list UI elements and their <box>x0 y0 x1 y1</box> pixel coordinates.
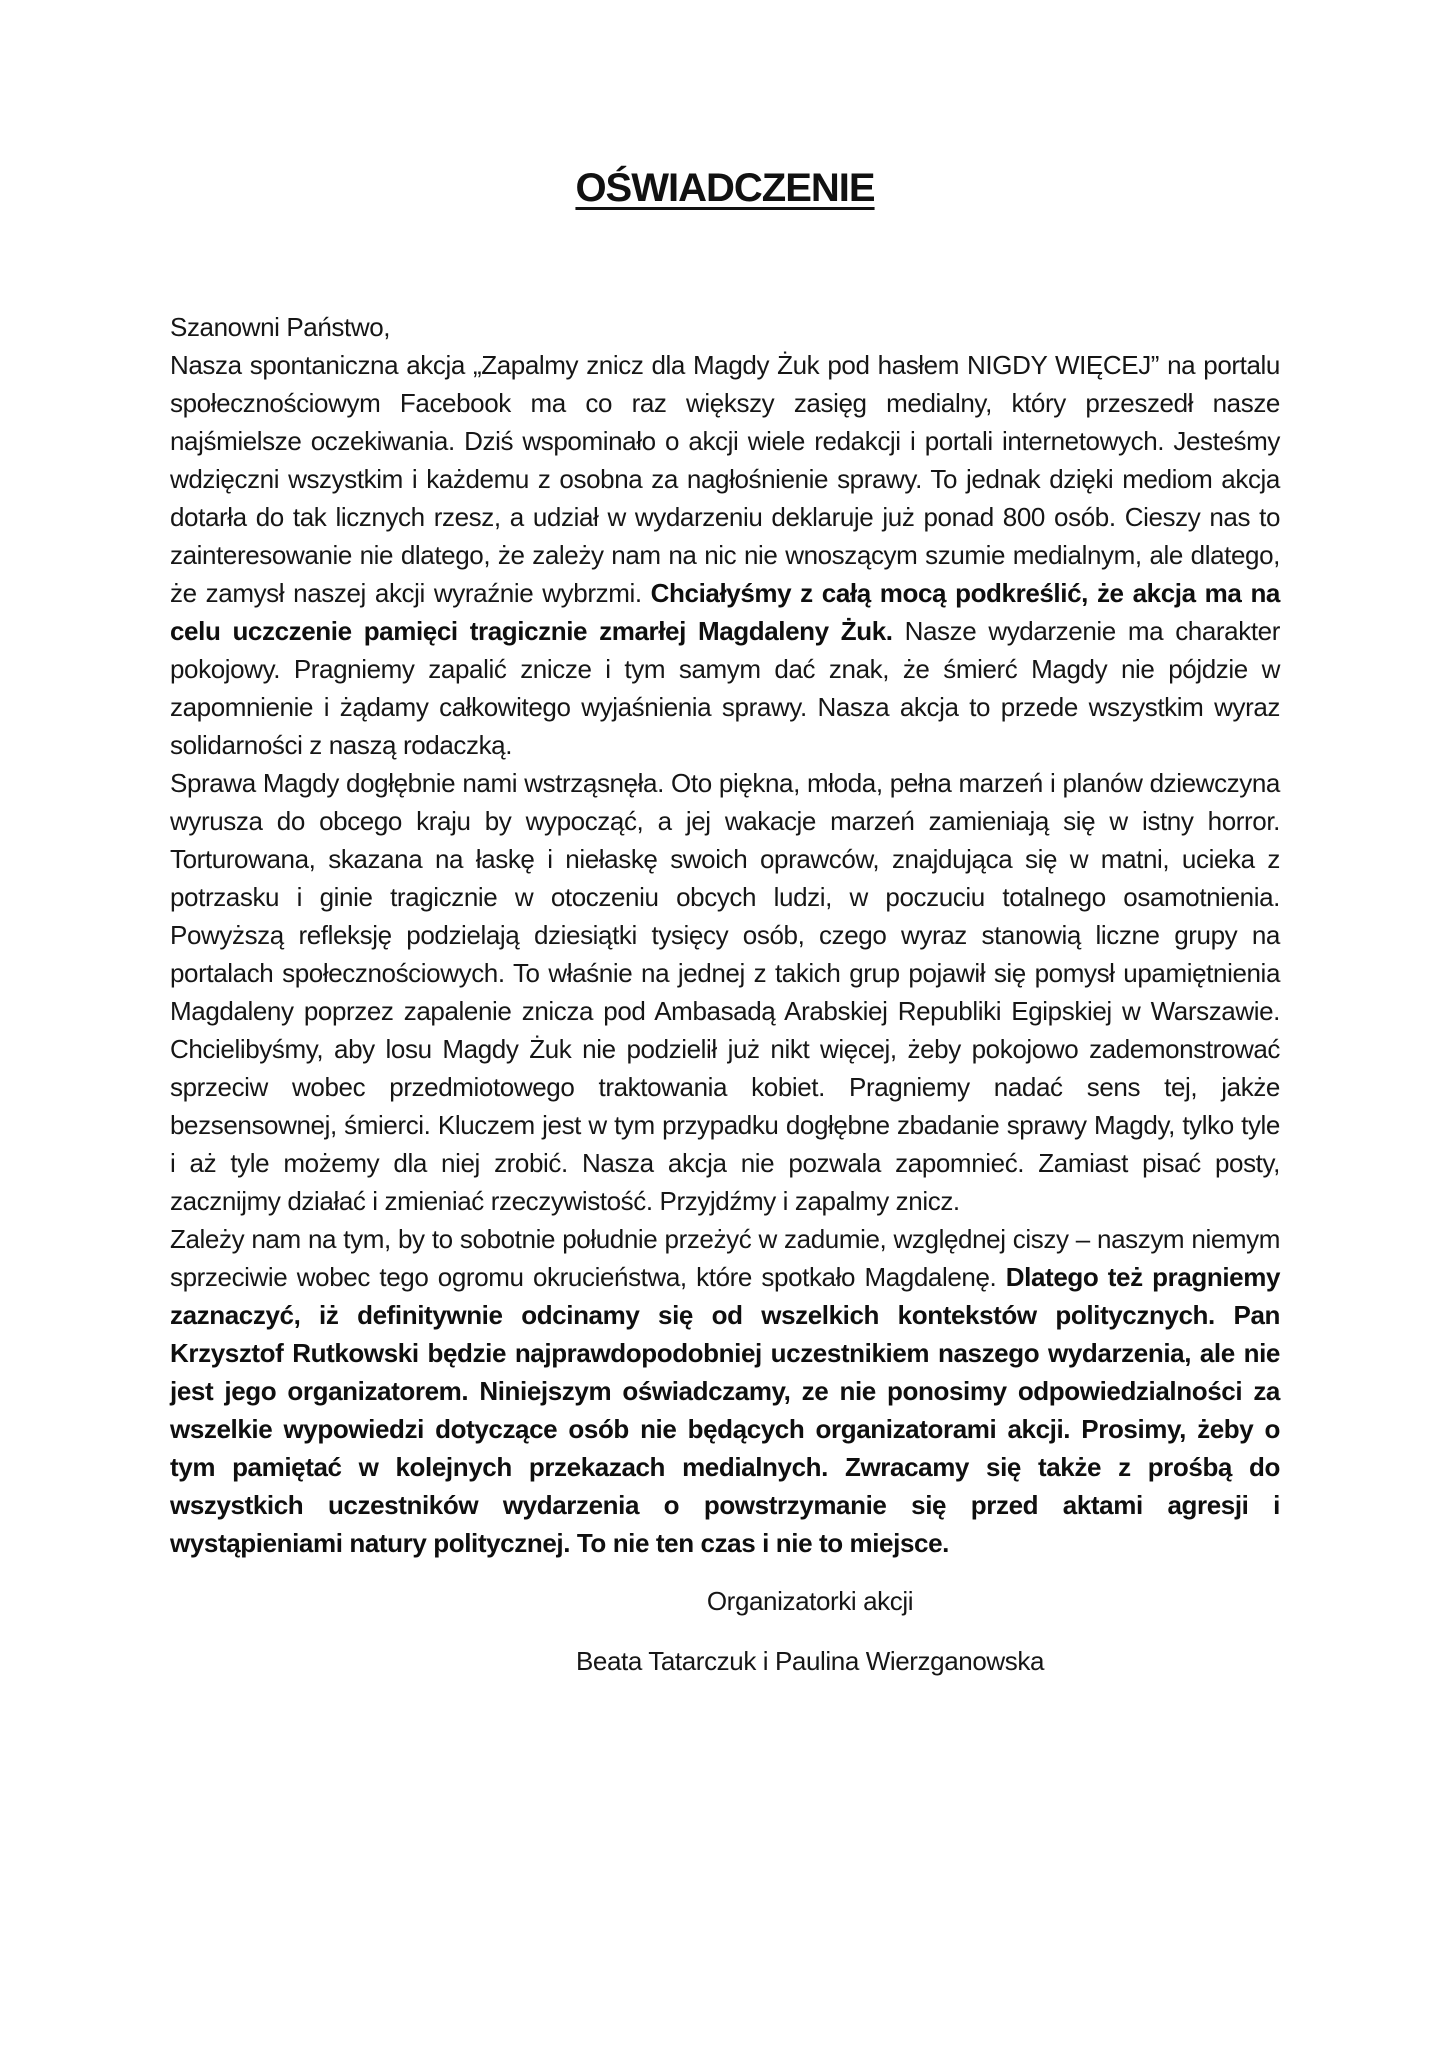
paragraph-1 <box>170 346 1280 764</box>
document-title-text: OŚWIADCZENIE <box>575 166 875 210</box>
paragraph-3-bold-statement: Dlatego też pragniemy zaznaczyć, iż definitywnie odcinamy się od wszelkich kontekstów politycznych. Pan Krzysztof Rutkowski będzie najprawdopodobniej uczestnikiem naszego wydarzenia, ale nie jest jego organizatorem. Niniejszym oświadczamy, ze nie ponosimy odpowiedzialności za wszelkie wypowiedzi dotyczące osób nie będących organizatorami akcji. Prosimy, żeby o tym pamiętać w kolejnych przekazach medialnych. Zwracamy się także z prośbą do wszystkich uczestników wydarzenia o powstrzymanie się przed aktami agresji i wystąpieniami natury politycznej. To nie ten czas i nie to miejsce. <box>170 1262 1280 1558</box>
signature-block <box>170 1582 1280 1680</box>
signature-role: Organizatorki akcji <box>706 1586 914 1616</box>
paragraph-1-text-after-bold: Nasze wydarzenie ma charakter pokojowy. Pragniemy zapalić znicze i tym samym dać znak, że śmierć Magdy nie pójdzie w zapomnienie i żądamy całkowitego wyjaśnienia sprawy. Nasza akcja to przede wszystkim wyraz solidarności z naszą rodaczką. <box>170 616 1280 760</box>
paragraph-3 <box>170 1220 1280 1562</box>
paragraph-1-bold-statement: Chciałyśmy z całą mocą podkreślić, że akcja ma na celu uczczenie pamięci tragicznie zmarłej Magdaleny Żuk. <box>170 578 1280 646</box>
salutation: Szanowni Państwo, <box>170 312 391 342</box>
document-title <box>170 166 1280 210</box>
signature-names: Beata Tatarczuk i Paulina Wierzganowska <box>575 1646 1045 1676</box>
paragraph-1-text: Nasza spontaniczna akcja „Zapalmy znicz dla Magdy Żuk pod hasłem NIGDY WIĘCEJ” na portalu społecznościowym Facebook ma co raz większy zasięg medialny, który przeszedł nasze najśmielsze oczekiwania. Dziś wspominało o akcji wiele redakcji i portali internetowych. Jesteśmy wdzięczni wszystkim i każdemu z osobna za nagłośnienie sprawy. To jednak dzięki mediom akcja dotarła do tak licznych rzesz, a udział w wydarzeniu deklaruje już ponad 800 osób. Cieszy nas to zainteresowanie nie dlatego, że zależy nam na nic nie wnoszącym szumie medialnym, ale dlatego, że zamysł naszej akcji wyraźnie wybrzmi. <box>170 350 1280 608</box>
paragraph-2: Sprawa Magdy dogłębnie nami wstrząsnęła. Oto piękna, młoda, pełna marzeń i planów dziewczyna wyrusza do obcego kraju by wypocząć, a jej wakacje marzeń zamieniają się w istny horror. Torturowana, skazana na łaskę i niełaskę swoich oprawców, znajdująca się w matni, ucieka z potrzasku i ginie tragicznie w otoczeniu obcych ludzi, w poczuciu totalnego osamotnienia. Powyższą refleksję podzielają dziesiątki tysięcy osób, czego wyraz stanowią liczne grupy na portalach społecznościowych. To właśnie na jednej z takich grup pojawił się pomysł upamiętnienia Magdaleny poprzez zapalenie znicza pod Ambasadą Arabskiej Republiki Egipskiej w Warszawie. Chcielibyśmy, aby losu Magdy Żuk nie podzielił już nikt więcej, żeby pokojowo zademonstrować sprzeciw wobec przedmiotowego traktowania kobiet. Pragniemy nadać sens tej, jakże bezsensownej, śmierci. Kluczem jest w tym przypadku dogłębne zbadanie sprawy Magdy, tylko tyle i aż tyle możemy dla niej zrobić. Nasza akcja nie pozwala zapomnieć. Zamiast pisać posty, zacznijmy działać i zmieniać rzeczywistość. Przyjdźmy i zapalmy znicz. <box>170 768 1280 1216</box>
paragraph-3-text: Zależy nam na tym, by to sobotnie południe przeżyć w zadumie, względnej ciszy – naszym niemym sprzeciwie wobec tego ogromu okrucieństwa, które spotkało Magdalenę. <box>170 1224 1280 1292</box>
